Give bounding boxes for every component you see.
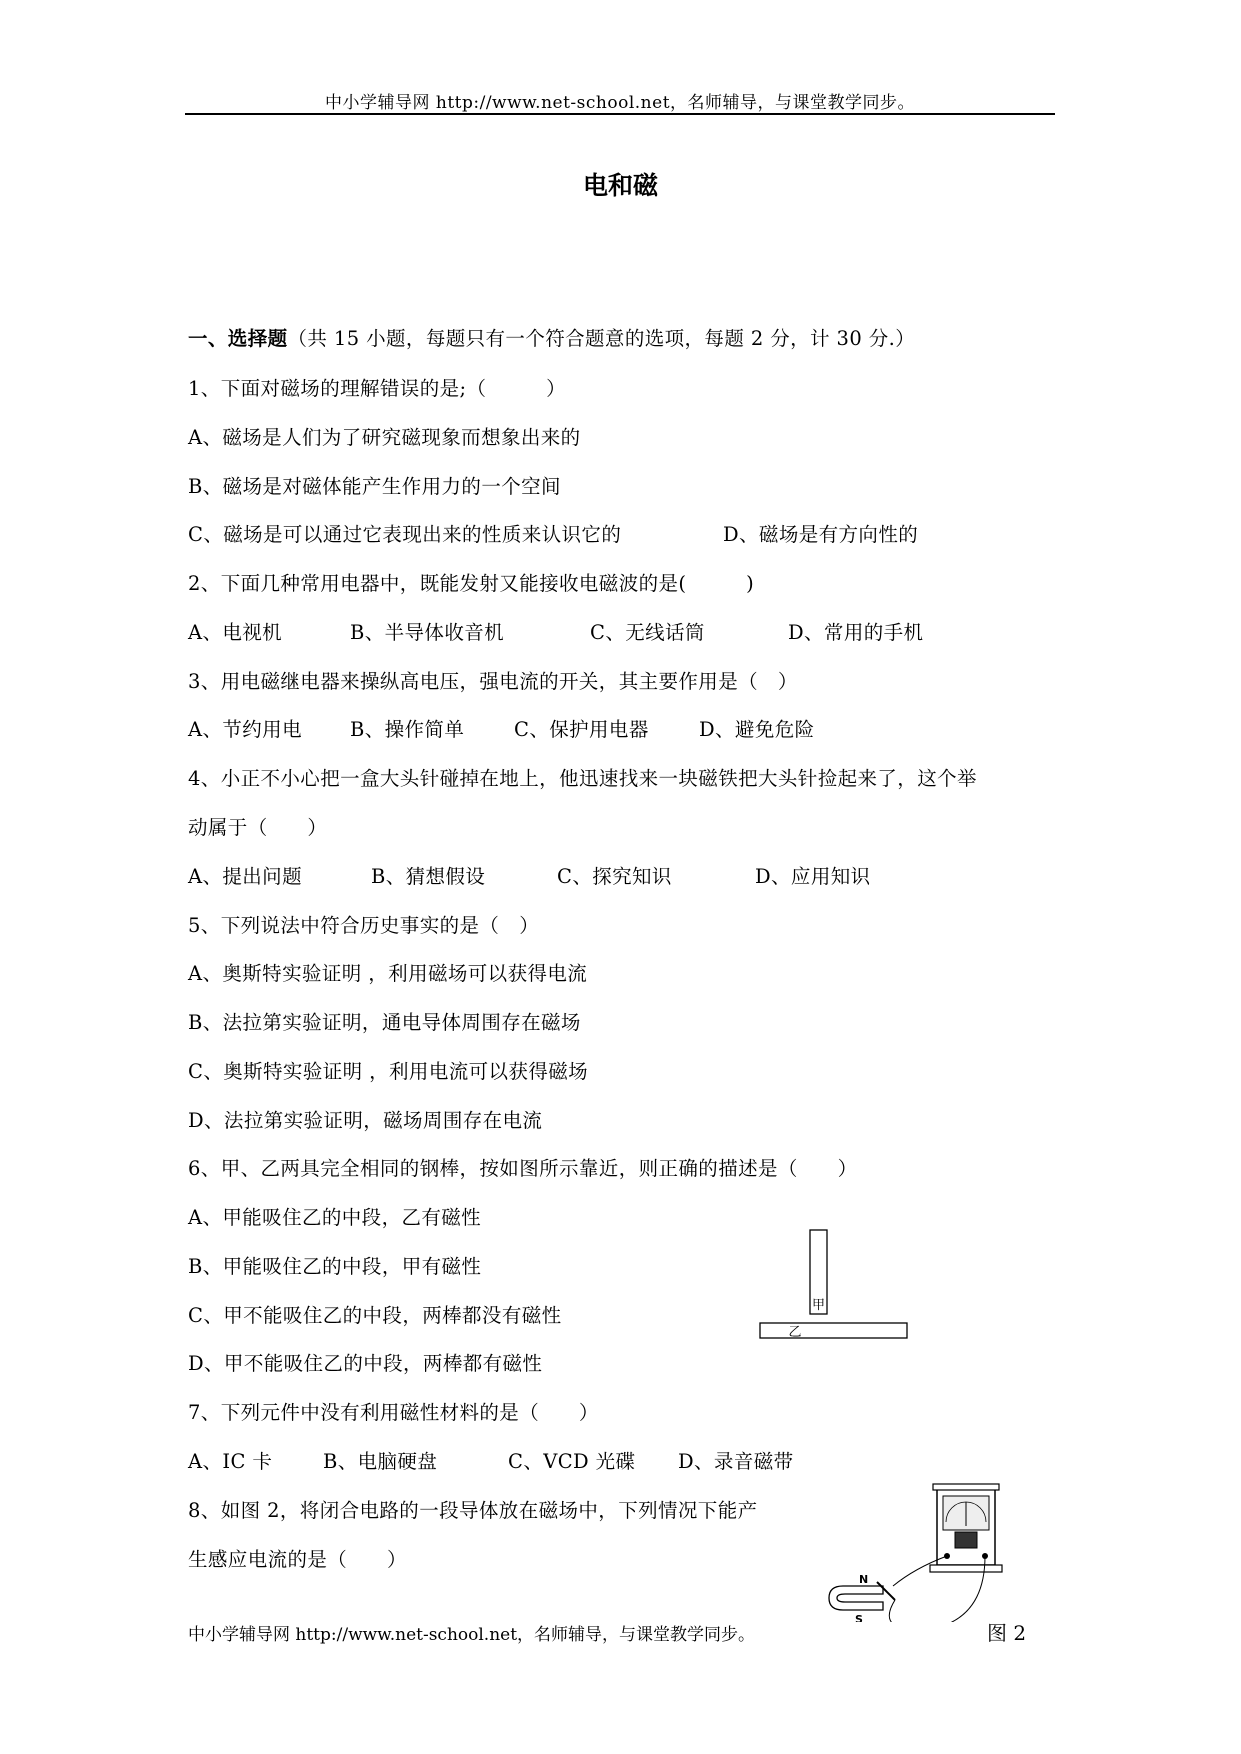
- q7-stem: 7、下列元件中没有利用磁性材料的是（ ）: [188, 1401, 599, 1424]
- q6-option-d: D、甲不能吸住乙的中段，两棒都有磁性: [188, 1352, 543, 1375]
- q2-option-b: B、半导体收音机: [350, 621, 505, 644]
- horseshoe-magnet: [829, 1573, 883, 1622]
- q3-option-a: A、节约用电: [188, 718, 302, 741]
- figure-2-label: 图 2: [987, 1621, 1027, 1645]
- q2-option-c: C、无线话筒: [590, 621, 705, 644]
- q5-option-d: D、法拉第实验证明，磁场周围存在电流: [188, 1109, 543, 1132]
- q3-options: [188, 714, 815, 742]
- page-footer: 中小学辅导网 http://www.net-school.net，名师辅导，与课堂教学同步。: [188, 1625, 756, 1645]
- q5-option-b: B、法拉第实验证明，通电导体周围存在磁场: [188, 1011, 581, 1034]
- rod-yi: [760, 1323, 907, 1338]
- q2-stem: 2、下面几种常用电器中，既能发射又能接收电磁波的是( ): [188, 572, 755, 595]
- q4-option-d: D、应用知识: [755, 865, 871, 888]
- q6-figure-rods: [750, 1228, 920, 1346]
- q5-option-c: C、奥斯特实验证明 ，利用电流可以获得磁场: [188, 1060, 589, 1083]
- q2-option-d: D、常用的手机: [788, 621, 924, 644]
- q1-options-cd: [188, 519, 918, 547]
- q7-option-d: D、录音磁带: [678, 1450, 794, 1473]
- q6-option-a: A、甲能吸住乙的中段，乙有磁性: [188, 1206, 482, 1229]
- q7-option-b: B、电脑硬盘: [323, 1450, 438, 1473]
- q4-options: [188, 861, 871, 889]
- q4-stem-line1: 4、小正不小心把一盒大头针碰掉在地上，他迅速找来一块磁铁把大头针捡起来了，这个举: [188, 767, 977, 790]
- q7-option-a: A、IC 卡: [188, 1450, 273, 1473]
- q8-stem-line1: 8、如图 2，将闭合电路的一段导体放在磁场中，下列情况下能产: [188, 1499, 758, 1522]
- q3-stem: 3、用电磁继电器来操纵高电压，强电流的开关，其主要作用是（ ）: [188, 670, 798, 693]
- q7-option-c: C、VCD 光碟: [508, 1450, 636, 1473]
- q6-option-b: B、甲能吸住乙的中段，甲有磁性: [188, 1255, 482, 1278]
- section-label: 一、选择题: [188, 327, 288, 350]
- q6-option-c: C、甲不能吸住乙的中段，两棒都没有磁性: [188, 1304, 562, 1327]
- section-heading: [188, 323, 915, 351]
- q1-option-a: A、磁场是人们为了研究磁现象而想象出来的: [188, 426, 581, 449]
- q1-stem: 1、下面对磁场的理解错误的是;（ ）: [188, 377, 566, 400]
- page-title: 电和磁: [582, 171, 658, 200]
- q2-options: [188, 617, 923, 645]
- q6-stem: 6、甲、乙两具完全相同的钢棒，按如图所示靠近，则正确的描述是（ ）: [188, 1157, 858, 1180]
- q3-option-c: C、保护用电器: [514, 718, 649, 741]
- q1-option-b: B、磁场是对磁体能产生作用力的一个空间: [188, 475, 561, 498]
- q4-option-b: B、猜想假设: [371, 865, 486, 888]
- header-divider: [185, 113, 1055, 115]
- rod-yi-label: 乙: [788, 1325, 802, 1340]
- magnet-pole-s: S: [855, 1613, 863, 1622]
- q4-option-a: A、提出问题: [188, 865, 302, 888]
- q8-figure-circuit: [815, 1482, 1015, 1622]
- q4-option-c: C、探究知识: [557, 865, 672, 888]
- q5-stem: 5、下列说法中符合历史事实的是（ ）: [188, 914, 540, 937]
- q3-option-b: B、操作简单: [350, 718, 465, 741]
- q7-options: [188, 1446, 794, 1474]
- magnet-pole-n: N: [859, 1573, 869, 1586]
- page-header: 中小学辅导网 http://www.net-school.net，名师辅导，与课堂教学同步。: [324, 93, 916, 113]
- q2-option-a: A、电视机: [188, 621, 283, 644]
- q8-stem-line2: 生感应电流的是（ ）: [188, 1548, 407, 1571]
- section-note: （共 15 小题，每题只有一个符合题意的选项，每题 2 分，计 30 分.）: [287, 327, 916, 350]
- q3-option-d: D、避免危险: [699, 718, 815, 741]
- q1-option-d: D、磁场是有方向性的: [723, 523, 919, 546]
- q1-option-c: C、磁场是可以通过它表现出来的性质来认识它的: [188, 523, 622, 546]
- q4-stem-line2: 动属于（ ）: [188, 816, 328, 839]
- q5-option-a: A、奥斯特实验证明 ，利用磁场可以获得电流: [188, 962, 588, 985]
- rod-jia-label: 甲: [811, 1298, 826, 1313]
